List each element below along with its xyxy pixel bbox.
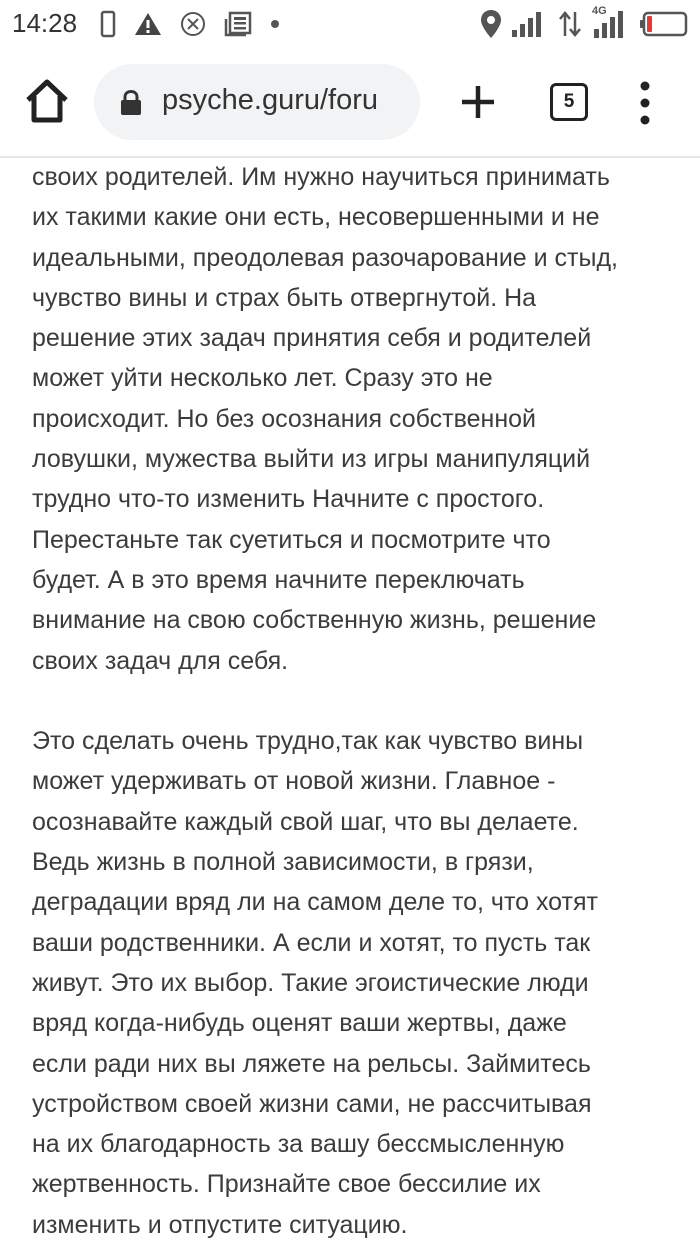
signal-icon <box>512 10 548 38</box>
warning-icon <box>134 11 162 37</box>
text-line: ловушки, мужества выйти из игры манипуляций <box>32 445 591 474</box>
text-line: может удерживать от новой жизни. Главное - <box>32 767 556 796</box>
text-line: вряд когда-нибудь оценят ваши жертвы, даже <box>32 1009 567 1038</box>
text-line: чувство вины и страх быть отвергнутой. На <box>32 283 537 312</box>
text-line: на их благодарность за вашу бессмысленную <box>32 1130 565 1159</box>
text-line: своих задач для себя. <box>32 646 289 675</box>
notification-icons <box>100 8 280 40</box>
text-line: устройством своей жизни сами, не рассчитывая <box>32 1089 592 1118</box>
text-line: Это сделать очень трудно,так как чувство вины <box>32 727 584 756</box>
text-line: будет. А в это время начните переключать <box>32 565 525 594</box>
location-icon <box>480 9 502 39</box>
signal-4g-group <box>592 5 630 39</box>
news-icon <box>224 11 252 37</box>
phone-icon <box>100 10 116 38</box>
data-transfer-icon <box>558 10 582 38</box>
status-bar <box>0 0 700 48</box>
text-line: своих родителей. Им нужно научиться принимать <box>32 163 610 191</box>
text-line: ваши родственники. А если и хотят, то пусть так <box>32 928 591 957</box>
tab-switcher-button[interactable] <box>550 83 588 121</box>
new-tab-plus-icon[interactable] <box>458 82 498 122</box>
paragraph-1 <box>32 157 682 681</box>
dot-icon <box>270 19 280 29</box>
text-line: трудно что-то изменить Начните с простого. <box>32 485 545 514</box>
network-type-label: 4G <box>592 5 607 17</box>
browser-toolbar <box>0 48 700 158</box>
text-line: может уйти несколько лет. Сразу это не <box>32 364 493 393</box>
text-line: изменить и отпустите ситуацию. <box>32 1210 408 1239</box>
text-line: идеальными, преодолевая разочарование и стыд, <box>32 243 618 272</box>
system-icons <box>480 5 688 40</box>
text-line: происходит. Но без осознания собственной <box>32 404 537 433</box>
article-content <box>32 157 682 1245</box>
text-line: Перестаньте так суетиться и посмотрите что <box>32 525 551 554</box>
text-line: внимание на свою собственную жизнь, решение <box>32 606 597 635</box>
text-line: осознавайте каждый свой шаг, что вы делаете. <box>32 807 579 836</box>
lock-icon <box>120 90 142 116</box>
signal-icon-secondary <box>592 9 630 39</box>
address-bar[interactable] <box>94 64 420 140</box>
tab-count: 5 <box>563 91 575 112</box>
paragraph-spacer <box>32 681 682 721</box>
text-line: их такими какие они есть, несовершенными и не <box>32 203 600 232</box>
text-line: жертвенность. Признайте свое бессилие их <box>32 1170 541 1199</box>
blocked-icon <box>180 11 206 37</box>
text-line: Ведь жизнь в полной зависимости, в грязи, <box>32 848 534 877</box>
battery-icon <box>640 10 688 38</box>
status-time: 14:28 <box>12 8 78 38</box>
home-icon[interactable] <box>22 76 72 126</box>
text-line: если ради них вы ляжете на рельсы. Займитесь <box>32 1049 591 1078</box>
more-vert-icon[interactable] <box>630 78 660 128</box>
text-line: решение этих задач принятия себя и родителей <box>32 324 592 353</box>
url-text[interactable]: psyche.guru/foru <box>162 84 379 116</box>
paragraph-2 <box>32 721 682 1245</box>
text-line: живут. Это их выбор. Такие эгоистические люди <box>32 968 589 997</box>
text-line: деградации вряд ли на самом деле то, что хотят <box>32 888 598 917</box>
